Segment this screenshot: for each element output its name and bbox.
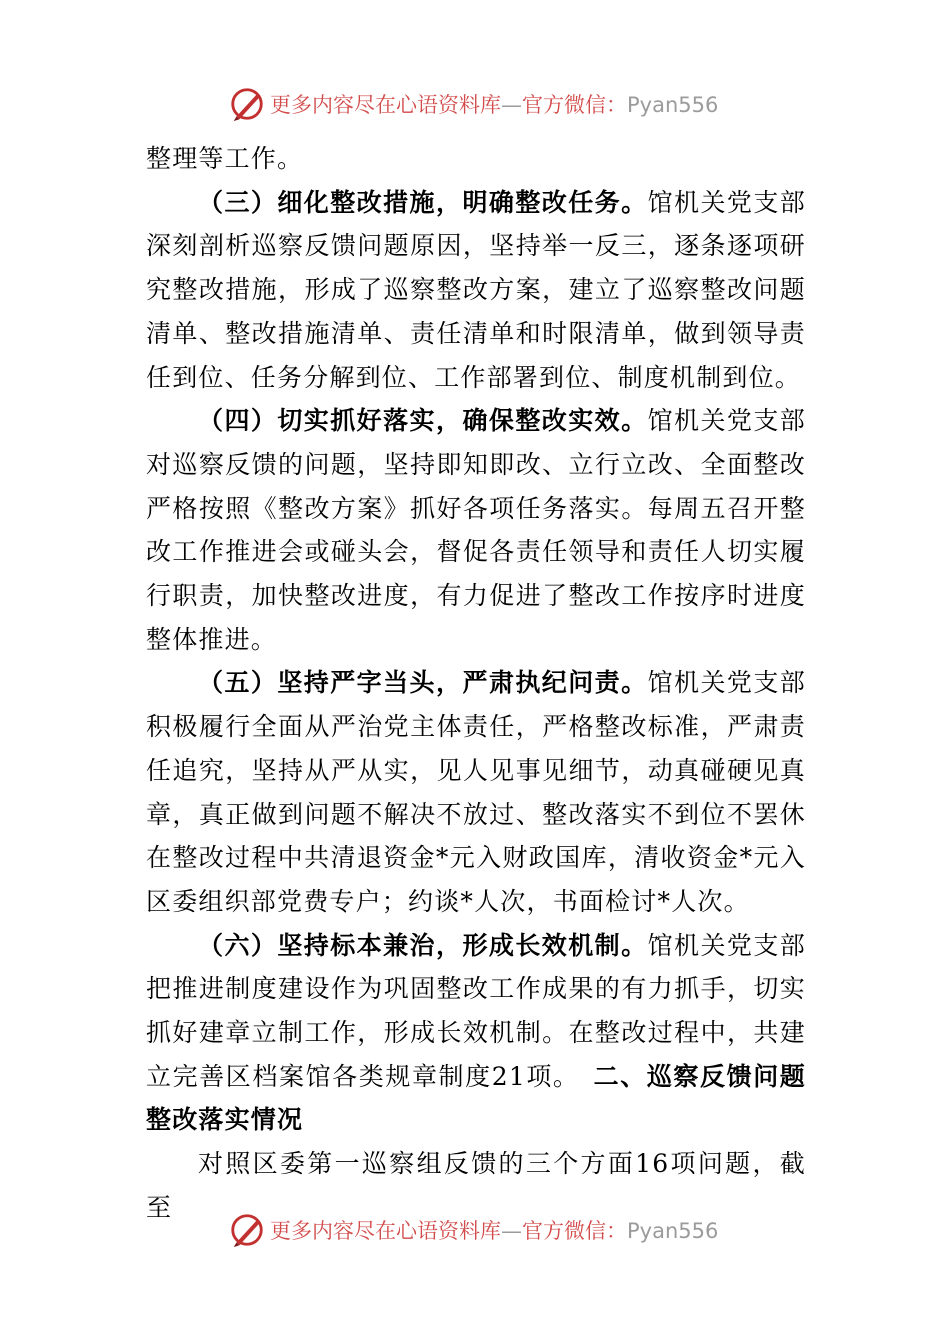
header-watermark — [228, 84, 748, 124]
paragraph-text: 馆机关党支部积极履行全面从严治党主体责任，严格整改标准，严肃责任追究，坚持从严从实，见人见事见细节，动真碰硬见真章，真正做到问题不解决不放过、整改落实不到位不罢休在整改过程中共清退资金*元入财政国库，清收资金*元入区委组织部党费专户；约谈*人次，书面检讨*人次。 — [146, 668, 807, 916]
paragraph-text: 馆机关党支部把推进制度建设作为巩固整改工作成果的有力抓手，切实抓好建章立制工作，形成长效机制。在整改过程中，共建立完善区档案馆各类规章制度21项。 — [146, 930, 807, 1091]
section-heading: （四）切实抓好落实，确保整改实效。 — [198, 406, 648, 436]
watermark-brand: 更多内容尽在心语资料库 — [270, 93, 501, 117]
paragraph-text: 整理等工作。 — [146, 144, 304, 173]
watermark-wechat-label: 官方微信： — [522, 1219, 627, 1243]
section-heading: （三）细化整改措施，明确整改任务。 — [198, 187, 648, 217]
watermark-wechat-label: 官方微信： — [522, 93, 627, 117]
watermark-wechat-id: Pyan556 — [627, 1219, 719, 1243]
paragraph-section-4 — [146, 399, 806, 661]
paragraph-text: 对照区委第一巡察组反馈的三个方面16项问题，截至 — [146, 1149, 806, 1222]
watermark-wechat-id: Pyan556 — [627, 93, 719, 117]
paragraph-text: 馆机关党支部对巡察反馈的问题，坚持即知即改、立行立改、全面整改严格按照《整改方案》抓好各项任务落实。每周五召开整改工作推进会或碰头会，督促各责任领导和责任人切实履行职责，加快整改进度，有力促进了整改工作按序时进度整体推进。 — [146, 406, 807, 654]
watermark-brand: 更多内容尽在心语资料库 — [270, 1219, 501, 1243]
section-heading: （五）坚持严字当头，严肃执纪问责。 — [198, 668, 648, 698]
paragraph-text: 馆机关党支部深刻剖析巡察反馈问题原因，坚持举一反三，逐条逐项研究整改措施，形成了巡察整改方案，建立了巡察整改问题清单、整改措施清单、责任清单和时限清单，做到领导责任到位、任务分解到位、工作部署到位、制度机制到位。 — [146, 187, 807, 392]
pen-logo-icon — [228, 85, 266, 123]
chapter-heading: 二、巡察反馈问题整改落实情况 — [146, 1061, 807, 1135]
paragraph-continuation — [146, 137, 806, 181]
pen-logo-icon — [228, 1211, 266, 1249]
watermark-text — [270, 89, 718, 119]
document-body — [146, 137, 806, 1230]
section-heading: （六）坚持标本兼治，形成长效机制。 — [198, 930, 648, 960]
paragraph-section-3 — [146, 181, 806, 400]
watermark-text — [270, 1215, 718, 1245]
watermark-dash: — — [501, 1219, 522, 1243]
footer-watermark — [228, 1210, 748, 1250]
paragraph-section-5 — [146, 661, 806, 923]
paragraph-section-6 — [146, 924, 806, 1143]
watermark-dash: — — [501, 93, 522, 117]
